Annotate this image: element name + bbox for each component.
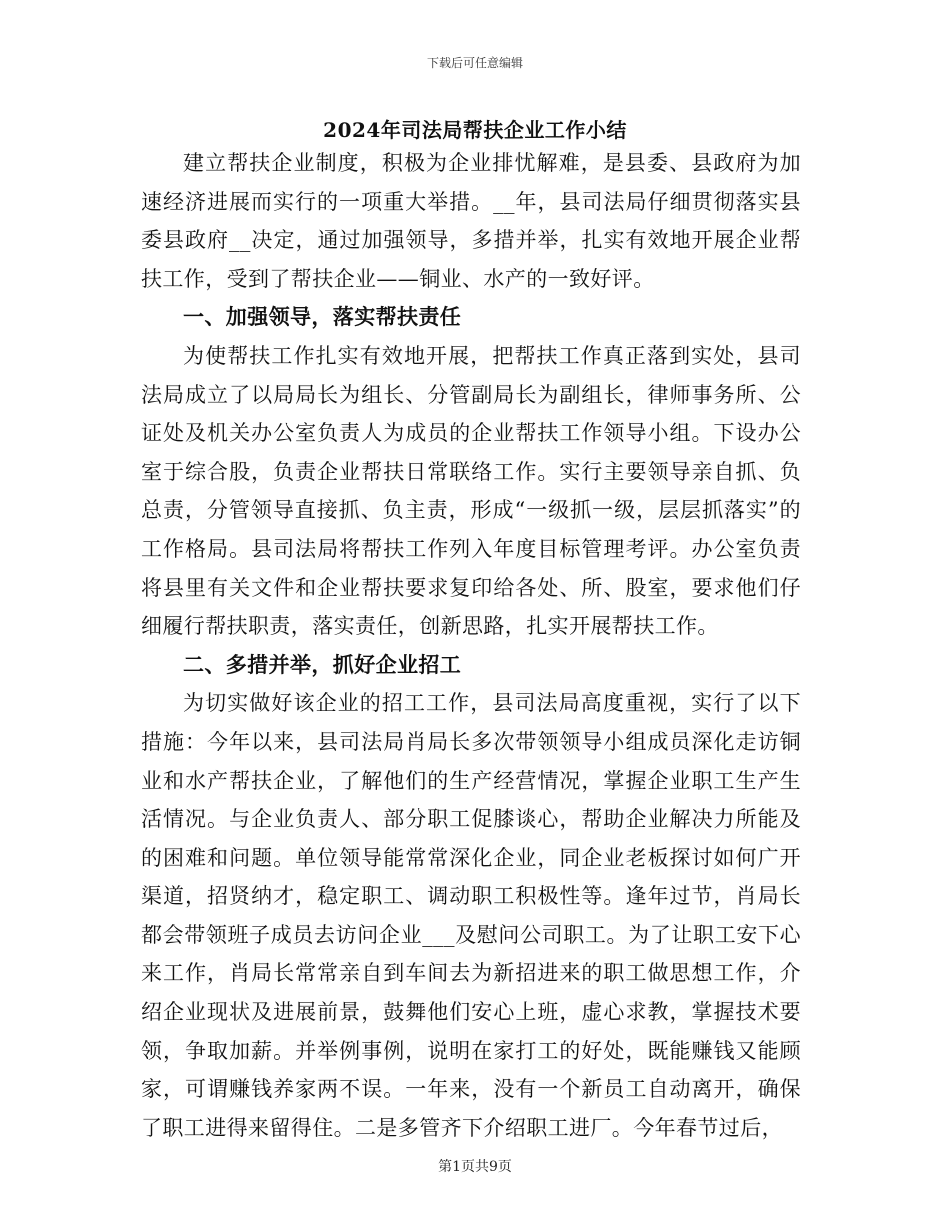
page-footer: 第1页共9页 bbox=[438, 1159, 512, 1175]
section-2-paragraph: 为切实做好该企业的招工工作，县司法局高度重视，实行了以下措施：今年以来，县司法局肖局长多次带领领导小组成员深化走访铜业和水产帮扶企业，了解他们的生产经营情况，掌握企业职工生产生活情况。与企业负责人、部分职工促膝谈心，帮助企业解决力所能及的困难和问题。单位领导能常常深化企业，同企业老板探讨如何广开渠道，招贤纳才，稳定职工、调动职工积极性等。逢年过节，肖局长都会带领班子成员去访问企业___及慰问公司职工。为了让职工安下心来工作，肖局长常常亲自到车间去为新招进来的职工做思想工作，介绍企业现状及进展前景，鼓舞他们安心上班，虚心求教，掌握技术要领，争取加薪。并举例事例，说明在家打工的好处，既能赚钱又能顾家，可谓赚钱养家两不误。一年来，没有一个新员工自动离开，确保了职工进得来留得住。二是多管齐下介绍职工进厂。今年春节过后， bbox=[141, 691, 801, 1140]
intro-paragraph: 建立帮扶企业制度，积极为企业排忧解难，是县委、县政府为加速经济进展而实行的一项重大举措。__年，县司法局仔细贯彻落实县委县政府__决定，通过加强领导，多措并举，扎实有效地开展企业帮扶工作，受到了帮扶企业——铜业、水产的一致好评。 bbox=[141, 151, 801, 291]
document-title: 2024年司法局帮扶企业工作小结 bbox=[323, 118, 627, 142]
section-heading-2: 二、多措并举，抓好企业招工 bbox=[183, 651, 462, 677]
section-1-paragraph: 为使帮扶工作扎实有效地开展，把帮扶工作真正落到实处，县司法局成立了以局局长为组长、分管副局长为副组长，律师事务所、公证处及机关办公室负责人为成员的企业帮扶工作领导小组。下设办公室于综合股，负责企业帮扶日常联络工作。实行主要领导亲自抓、负总责，分管领导直接抓、负主责，形成“一级抓一级，层层抓落实”的工作格局。县司法局将帮扶工作列入年度目标管理考评。办公室负责将县里有关文件和企业帮扶要求复印给各处、所、股室，要求他们仔细履行帮扶职责，落实责任，创新思路，扎实开展帮扶工作。 bbox=[141, 343, 801, 639]
header-note: 下载后可任意编辑 bbox=[426, 56, 523, 70]
section-heading-1: 一、加强领导，落实帮扶责任 bbox=[183, 304, 462, 330]
document-body bbox=[141, 144, 801, 1147]
